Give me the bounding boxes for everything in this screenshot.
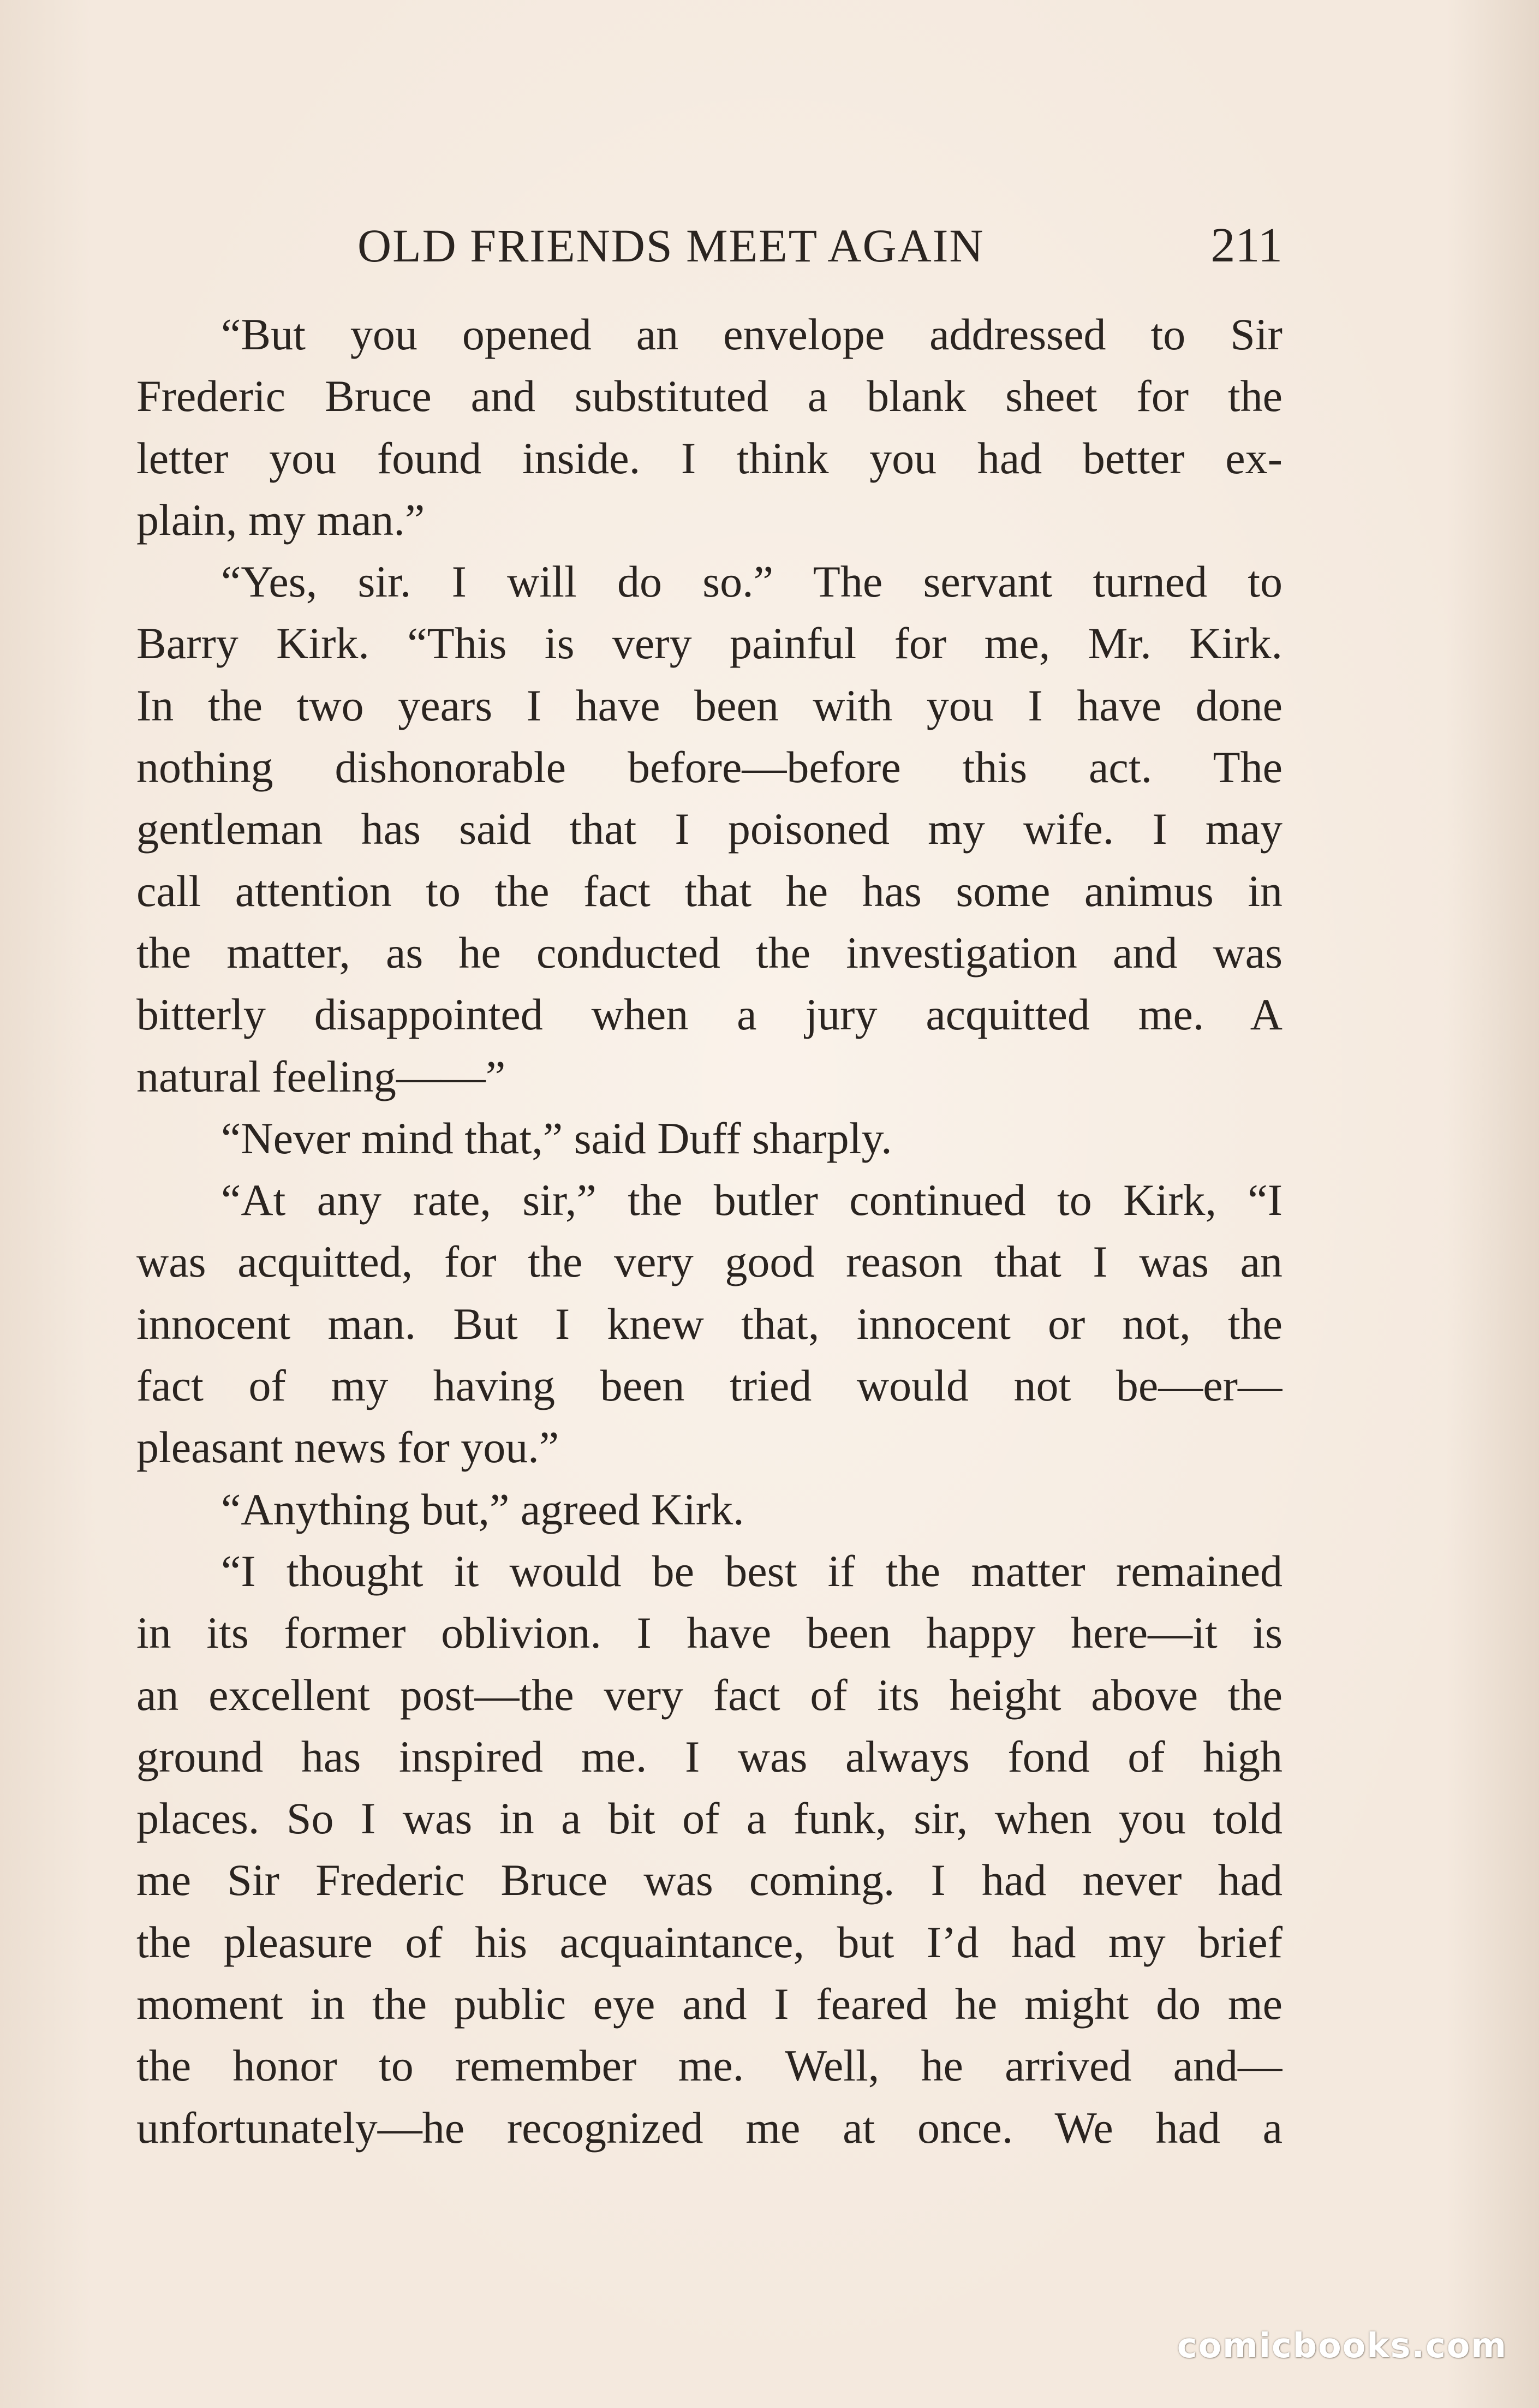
page-number: 211	[1210, 218, 1282, 272]
text-line: nothing dishonorable before—before this act. The	[136, 742, 1282, 792]
text-line: places. So I was in a bit of a funk, sir, when you told	[136, 1793, 1282, 1844]
text-line: innocent man. But I knew that, innocent or not, the	[136, 1298, 1282, 1349]
text-line: “But you opened an envelope addressed to Sir	[221, 309, 1282, 359]
text-line: unfortunately—he recognized me at once. We had a	[136, 2102, 1282, 2153]
body-text	[136, 303, 1282, 2159]
text-line: fact of my having been tried would not be—er—	[136, 1361, 1282, 1411]
text-line: “At any rate, sir,” the butler continued to Kirk, “I	[221, 1175, 1282, 1225]
text-line: bitterly disappointed when a jury acquitted me. A	[136, 990, 1282, 1040]
text-line: “I thought it would be best if the matter remained	[221, 1546, 1282, 1596]
page-header	[136, 216, 1282, 276]
text-line: was acquitted, for the very good reason that I was an	[136, 1237, 1282, 1287]
text-line: gentleman has said that I poisoned my wife. I may	[136, 804, 1282, 854]
text-line: me Sir Frederic Bruce was coming. I had never had	[136, 1855, 1282, 1905]
text-line: plain, my man.”	[136, 494, 425, 545]
text-line: ground has inspired me. I was always fond of high	[136, 1731, 1282, 1781]
text-line: the matter, as he conducted the investigation and was	[136, 927, 1282, 977]
text-line: natural feeling——”	[136, 1051, 506, 1101]
text-line: “Never mind that,” said Duff sharply.	[221, 1113, 892, 1163]
text-line: pleasant news for you.”	[136, 1422, 559, 1473]
text-line: “Anything but,” agreed Kirk.	[221, 1484, 744, 1534]
text-line: letter you found inside. I think you had better ex-	[136, 433, 1282, 483]
watermark: comicbooks.com	[1177, 2326, 1507, 2365]
text-line: the honor to remember me. Well, he arrived and—	[136, 2041, 1282, 2091]
text-line: In the two years I have been with you I have done	[136, 680, 1282, 730]
running-head: OLD FRIENDS MEET AGAIN	[357, 219, 985, 272]
text-line: an excellent post—the very fact of its height above the	[136, 1670, 1282, 1720]
text-line: “Yes, sir. I will do so.” The servant turned to	[221, 557, 1282, 607]
text-line: Frederic Bruce and substituted a blank sheet for the	[136, 371, 1282, 421]
text-line: moment in the public eye and I feared he might do me	[136, 1979, 1282, 2029]
text-line: in its former oblivion. I have been happy here—it is	[136, 1608, 1282, 1658]
text-line: call attention to the fact that he has some animus in	[136, 866, 1282, 916]
text-line: Barry Kirk. “This is very painful for me, Mr. Kirk.	[136, 618, 1282, 669]
text-line: the pleasure of his acquaintance, but I’d had my brief	[136, 1917, 1282, 1967]
